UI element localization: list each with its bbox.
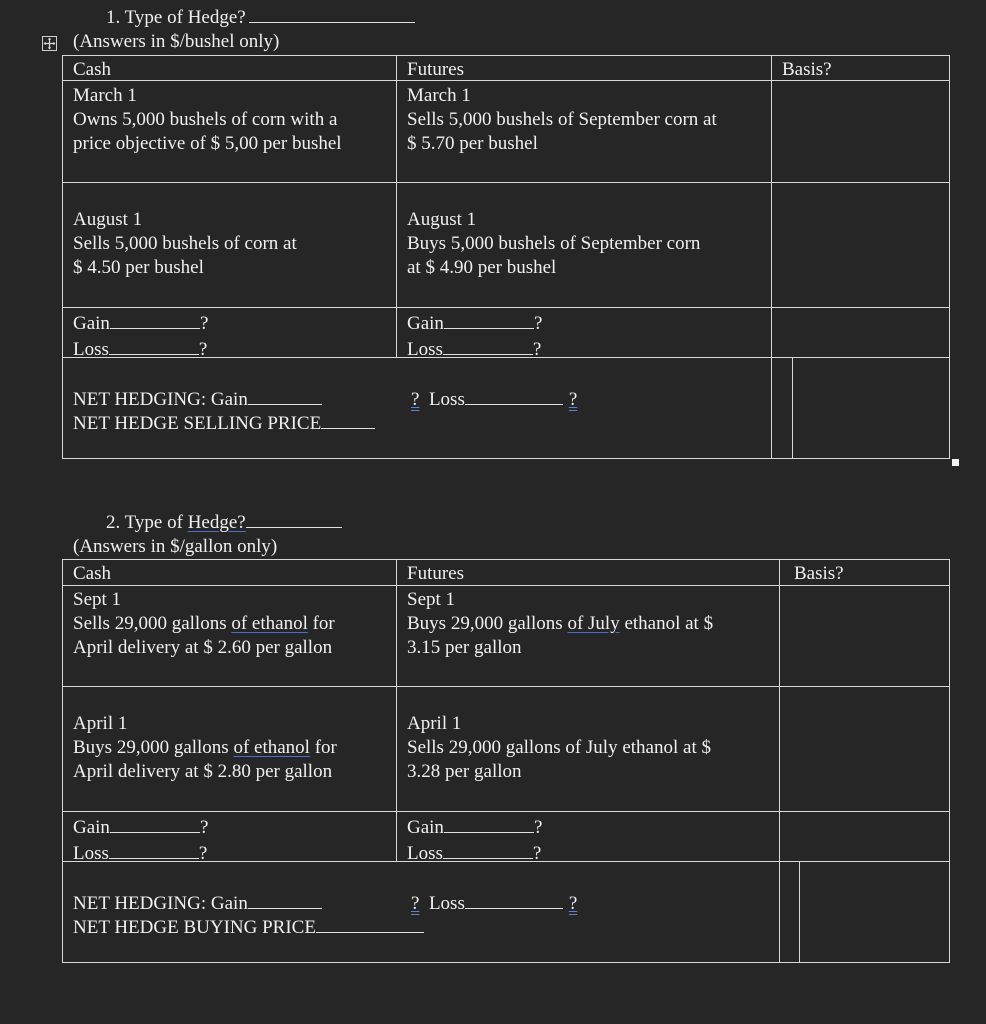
q2-col-divider [779, 559, 780, 963]
q2-cash-open-date: Sept 1 [73, 589, 122, 610]
question-mark: ? [568, 893, 578, 914]
q2-net-loss [411, 890, 577, 916]
q2-cash-close-underlined: of ethanol [233, 737, 310, 758]
q2-futures-close-line: 3.28 per gallon [407, 761, 522, 782]
net-loss-blank[interactable] [465, 386, 563, 405]
q1-row-divider [62, 182, 950, 183]
q1-cash-open [73, 84, 342, 156]
gain-blank[interactable] [444, 310, 534, 329]
question-mark: ? [199, 313, 209, 334]
question-mark: ? [199, 817, 209, 838]
q2-row-divider [62, 686, 950, 687]
q1-title [106, 4, 415, 30]
q1-cash-open-date: March 1 [73, 85, 137, 106]
net-price-label: NET HEDGE SELLING PRICE [73, 413, 322, 434]
q1-type-blank[interactable] [249, 4, 415, 23]
q2-net-price [73, 914, 424, 940]
q1-net-price [73, 410, 375, 436]
question-mark: ? [411, 389, 420, 410]
q1-col-divider [792, 357, 793, 459]
loss-blank[interactable] [109, 840, 199, 859]
gain-blank[interactable] [110, 814, 200, 833]
q2-cash-header: Cash [73, 563, 111, 584]
q2-cash-open-line: Sells 29,000 gallons [73, 613, 232, 634]
q1-cash-open-line: Owns 5,000 bushels of corn with a [73, 109, 338, 130]
q2-col-divider [396, 559, 397, 861]
q2-row-divider [62, 811, 950, 812]
loss-label: Loss [407, 843, 443, 864]
net-loss-label: Loss [428, 893, 465, 914]
loss-label: Loss [73, 843, 109, 864]
q2-cash-close-date: April 1 [73, 713, 128, 734]
q2-cash-open-underlined: of ethanol [231, 613, 308, 634]
net-hedging-label: NET HEDGING: Gain [73, 389, 248, 410]
q2-col-divider [799, 861, 800, 963]
q1-title-text: 1. Type of Hedge? [106, 7, 246, 28]
question-mark: ? [532, 843, 542, 864]
question-mark: ? [198, 843, 208, 864]
q2-futures-open-underlined: of July [567, 613, 620, 634]
q1-net-hedging [73, 386, 322, 412]
q2-cash-close-line: April delivery at $ 2.80 per gallon [73, 761, 333, 782]
q1-futures-gain-loss [407, 310, 542, 362]
q1-basis-header: Basis? [782, 59, 832, 80]
question-mark: ? [533, 313, 543, 334]
q2-type-blank[interactable] [246, 509, 342, 528]
q2-futures-open-date: Sept 1 [407, 589, 456, 610]
q1-cash-header: Cash [73, 59, 111, 80]
q2-futures-close [407, 712, 711, 784]
q2-note: (Answers in $/gallon only) [73, 536, 278, 557]
net-price-blank[interactable] [321, 410, 375, 429]
q2-futures-open-line: 3.15 per gallon [407, 637, 522, 658]
q2-futures-gain-loss [407, 814, 542, 866]
loss-label: Loss [73, 339, 109, 360]
loss-label: Loss [407, 339, 443, 360]
q2-futures-close-line: Sells 29,000 gallons of July ethanol at $ [407, 737, 711, 758]
q2-cash-close-line: Buys 29,000 gallons [73, 737, 234, 758]
q1-cash-close-line: $ 4.50 per bushel [73, 257, 204, 278]
q2-title [106, 509, 342, 535]
q2-net-hedging [73, 890, 322, 916]
q2-futures-open-line: Buys 29,000 gallons [407, 613, 568, 634]
q1-col-divider [396, 55, 397, 357]
loss-blank[interactable] [443, 840, 533, 859]
q2-title-word: Hedge? [187, 512, 246, 533]
q2-futures-open [407, 588, 713, 660]
loss-blank[interactable] [443, 336, 533, 355]
q1-futures-close-date: August 1 [407, 209, 477, 230]
move-icon [43, 37, 56, 50]
q1-cash-close-line: Sells 5,000 bushels of corn at [73, 233, 297, 254]
question-mark: ? [411, 893, 420, 914]
q2-title-text: 2. Type of [106, 512, 188, 533]
net-gain-blank[interactable] [248, 386, 322, 405]
q1-row-divider [62, 307, 950, 308]
q1-cash-close [73, 208, 297, 280]
gain-blank[interactable] [110, 310, 200, 329]
q1-futures-open-date: March 1 [407, 85, 471, 106]
q2-cash-close [73, 712, 337, 784]
q1-futures-open-line: Sells 5,000 bushels of September corn at [407, 109, 717, 130]
question-mark: ? [568, 389, 578, 410]
q1-futures-header: Futures [407, 59, 464, 80]
q1-futures-open [407, 84, 717, 156]
gain-label: Gain [407, 313, 444, 334]
question-mark: ? [533, 817, 543, 838]
loss-blank[interactable] [109, 336, 199, 355]
net-price-blank[interactable] [316, 914, 424, 933]
gain-label: Gain [407, 817, 444, 838]
gain-label: Gain [73, 817, 110, 838]
q2-cash-close-line: for [309, 737, 337, 758]
question-mark: ? [198, 339, 208, 360]
q2-futures-close-date: April 1 [407, 713, 462, 734]
q1-cash-open-line: price objective of $ 5,00 per bushel [73, 133, 342, 154]
q1-cash-close-date: August 1 [73, 209, 143, 230]
q1-net-loss [411, 386, 577, 412]
table-resize-handle[interactable] [952, 459, 959, 466]
q2-cash-open-line: April delivery at $ 2.60 per gallon [73, 637, 333, 658]
q2-cash-open-line: for [307, 613, 335, 634]
q1-futures-open-line: $ 5.70 per bushel [407, 133, 538, 154]
net-hedging-label: NET HEDGING: Gain [73, 893, 248, 914]
q1-cash-gain-loss [73, 310, 208, 362]
q2-cash-open [73, 588, 335, 660]
net-loss-label: Loss [428, 389, 465, 410]
q2-cash-gain-loss [73, 814, 208, 866]
q1-futures-close [407, 208, 700, 280]
q1-note: (Answers in $/bushel only) [73, 31, 280, 52]
q1-futures-close-line: at $ 4.90 per bushel [407, 257, 557, 278]
q2-futures-open-line: ethanol at $ [619, 613, 714, 634]
gain-blank[interactable] [444, 814, 534, 833]
q2-basis-header: Basis? [794, 563, 844, 584]
net-gain-blank[interactable] [248, 890, 322, 909]
q1-futures-close-line: Buys 5,000 bushels of September corn [407, 233, 701, 254]
q1-col-divider [771, 55, 772, 459]
q2-futures-header: Futures [407, 563, 464, 584]
question-mark: ? [532, 339, 542, 360]
table-move-handle[interactable] [42, 36, 57, 51]
net-loss-blank[interactable] [465, 890, 563, 909]
net-price-label: NET HEDGE BUYING PRICE [73, 917, 316, 938]
gain-label: Gain [73, 313, 110, 334]
